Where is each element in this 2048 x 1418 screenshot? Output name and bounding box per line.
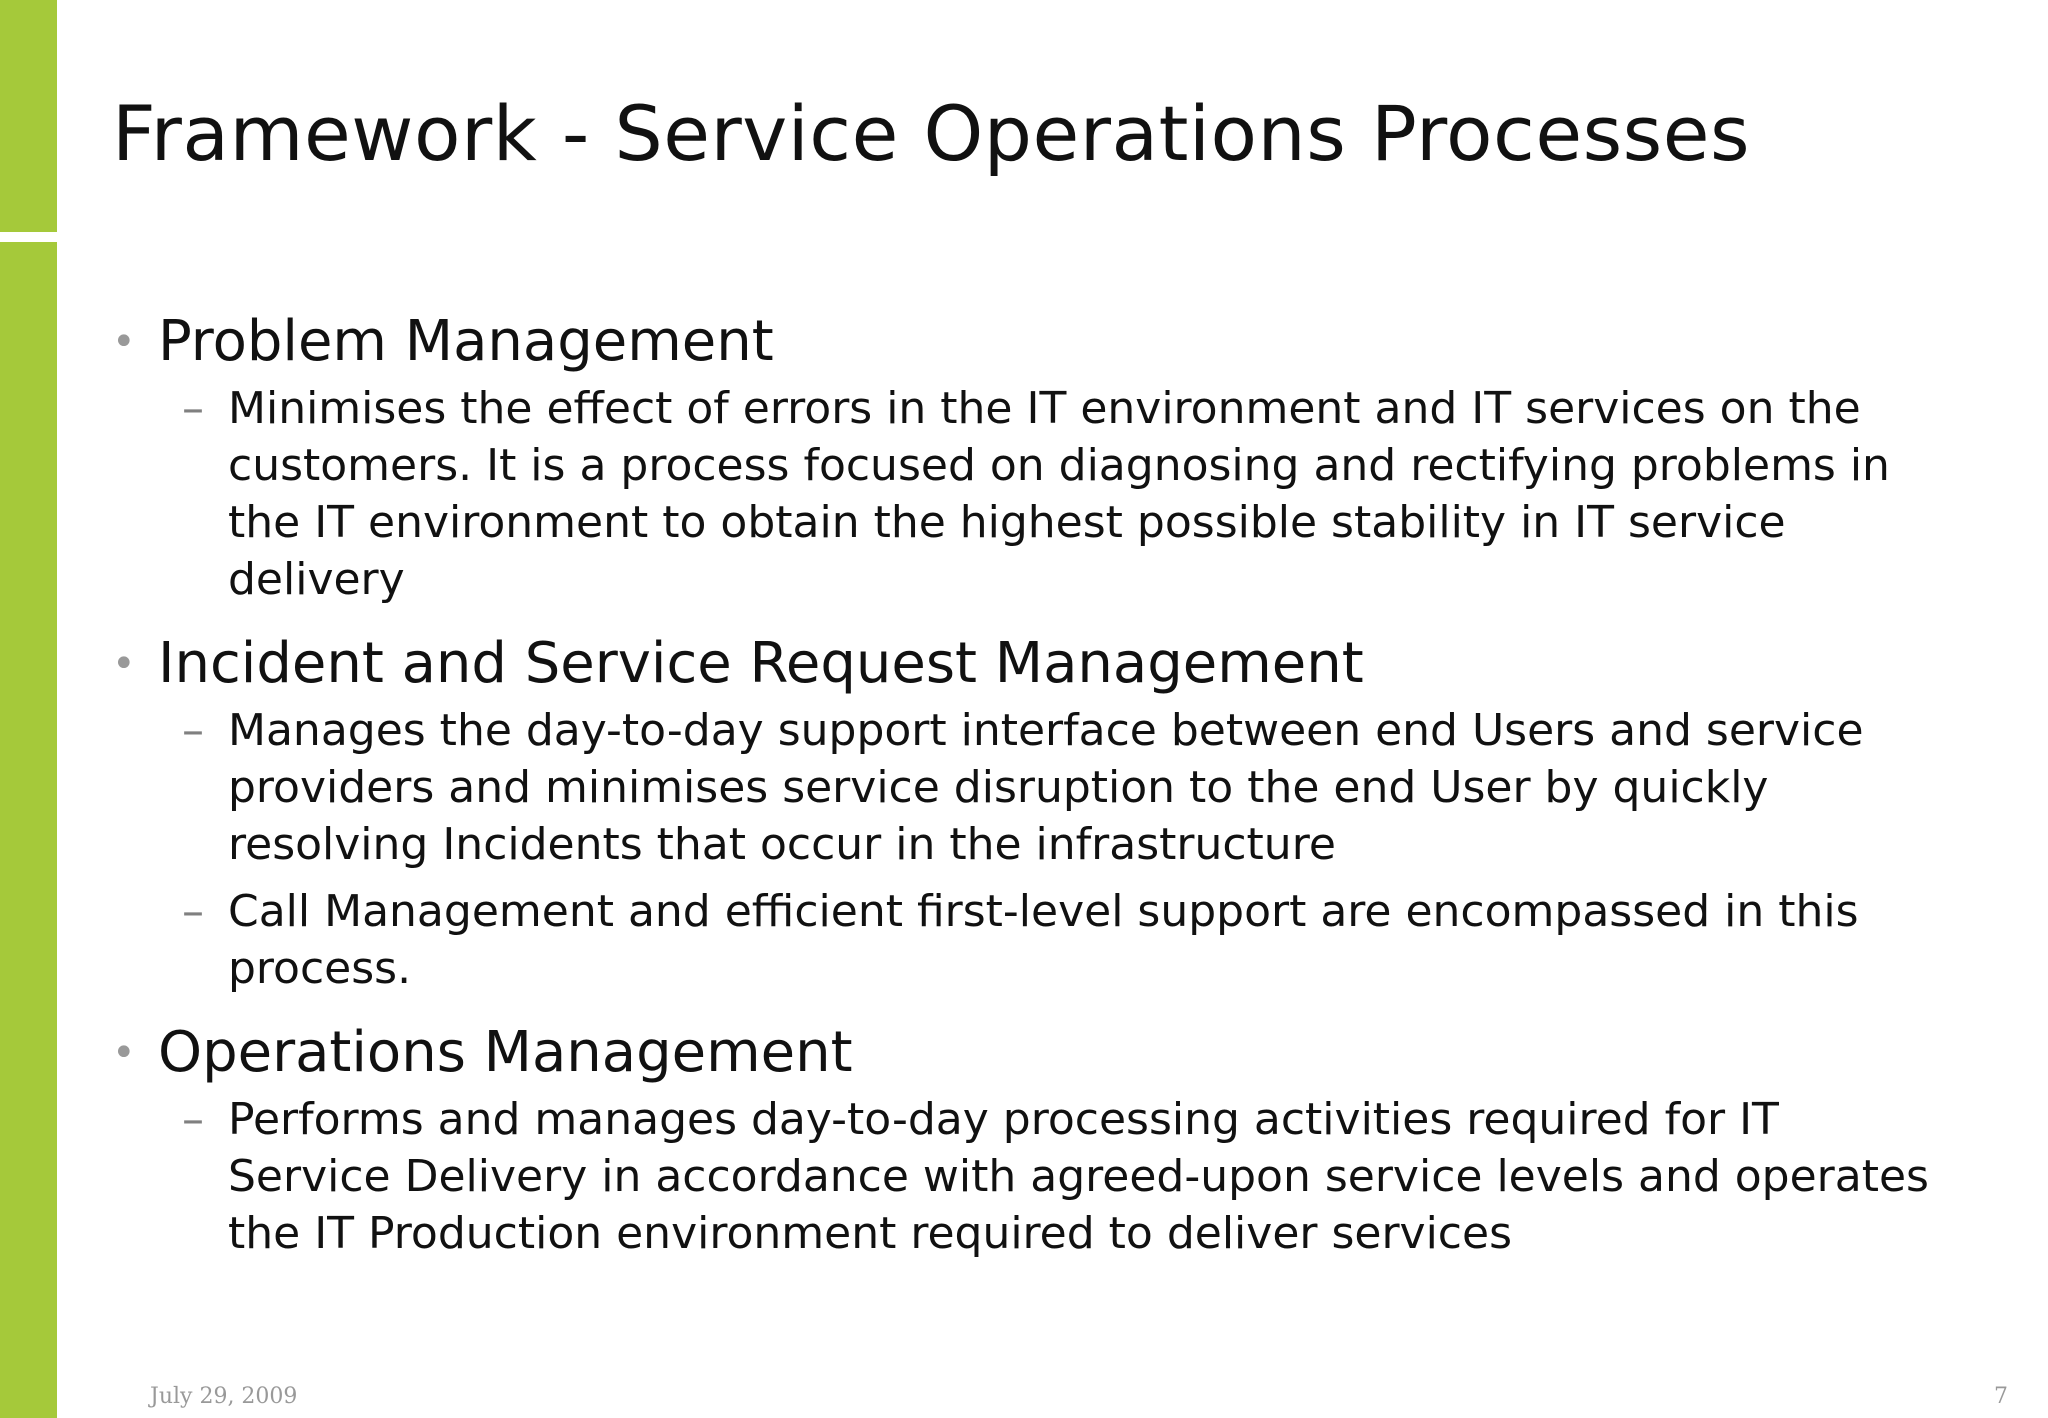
section-problem-management [112, 308, 1992, 608]
slide-title: Framework - Service Operations Processes [112, 89, 1751, 178]
heading-text: Operations Management [158, 1020, 853, 1085]
sub-bullet-list [112, 380, 1992, 608]
heading-text: Incident and Service Request Management [158, 631, 1364, 696]
section-operations-management [112, 1019, 1992, 1262]
sub-bullet [182, 1091, 1992, 1262]
section-incident-management [112, 630, 1992, 997]
dash-icon: – [182, 383, 204, 434]
dash-icon: – [182, 1094, 204, 1145]
section-heading [112, 630, 1992, 698]
accent-bar-bottom [0, 242, 57, 1418]
accent-bar-top [0, 0, 57, 232]
sub-bullet-list [112, 702, 1992, 997]
footer-date: July 29, 2009 [150, 1384, 298, 1409]
heading-text: Problem Management [158, 309, 774, 374]
dash-icon: – [182, 886, 204, 937]
sub-bullet [182, 883, 1992, 997]
page-number: 7 [1994, 1384, 2008, 1409]
section-heading [112, 1019, 1992, 1087]
sub-bullet-text: Performs and manages day-to-day processing activities required for IT Service Delivery in accordance with agreed-upon service levels and operates the IT Production environment required to deliver services [228, 1094, 1929, 1259]
sub-bullet-text: Manages the day-to-day support interface between end Users and service providers and minimises service disruption to the end User by quickly resolving Incidents that occur in the infrastructure [228, 705, 1864, 870]
sub-bullet-text: Call Management and efficient first-level support are encompassed in this process. [228, 886, 1859, 994]
dash-icon: – [182, 705, 204, 756]
sub-bullet-list [112, 1091, 1992, 1262]
slide-content [112, 308, 1992, 1284]
sub-bullet [182, 702, 1992, 873]
sub-bullet-text: Minimises the effect of errors in the IT environment and IT services on the customers. It is a process focused on diagnosing and rectifying problems in the IT environment to obtain the highest possible stability in IT service delivery [228, 383, 1890, 605]
sub-bullet [182, 380, 1992, 608]
bullet-icon: • [112, 319, 136, 365]
section-heading [112, 308, 1992, 376]
bullet-icon: • [112, 1030, 136, 1076]
bullet-icon: • [112, 641, 136, 687]
